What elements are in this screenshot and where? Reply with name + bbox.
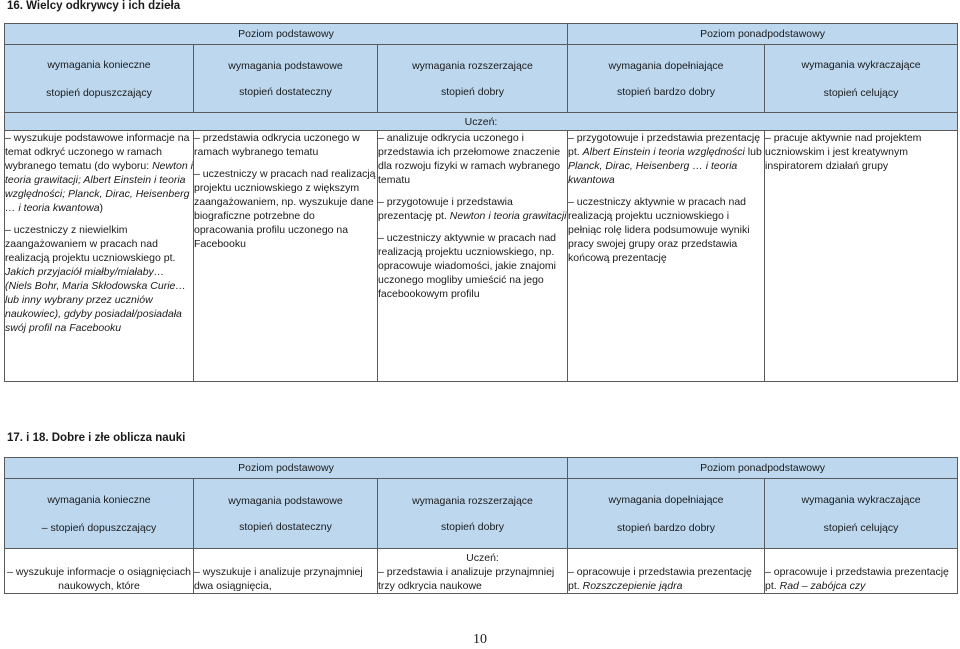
column-header: wymagania podstawowe stopień dostateczny (194, 479, 378, 549)
column-header: wymagania konieczne – stopień dopuszczający (5, 479, 194, 549)
requirement-cell-3: Uczeń: – przedstawia i analizuje przynajmniej trzy odkrycia naukowe (378, 549, 568, 594)
column-header: wymagania podstawowe stopień dostateczny (194, 45, 378, 113)
column-header: wymagania wykraczające stopień celujący (765, 45, 958, 113)
requirement-cell-2: – przedstawia odkrycia uczonego w ramach wybranego tematu – uczestniczy w pracach nad realizacją projektu uczniowskiego z większym zaangażowaniem, np. wyszukuje dane biograficzne potrzebne do opracowania profilu uczonego na Facebooku (194, 131, 378, 382)
requirement-cell-5: – pracuje aktywnie nad projektem uczniowskim i jest kreatywnym inspiratorem działań grupy (765, 131, 958, 382)
level-basic-header: Poziom podstawowy (5, 458, 568, 479)
column-header: wymagania wykraczające stopień celujący (765, 479, 958, 549)
level-basic-header: Poziom podstawowy (5, 24, 568, 45)
section-title: 16. Wielcy odkrywcy i ich dzieła (7, 0, 181, 12)
level-advanced-header: Poziom ponadpodstawowy (568, 458, 958, 479)
requirement-cell-4: – opracowuje i przedstawia prezentację pt. Rozszczepienie jądra (568, 549, 765, 594)
column-header: wymagania konieczne stopień dopuszczający (5, 45, 194, 113)
column-header: wymagania rozszerzające stopień dobry (378, 479, 568, 549)
section-title: 17. i 18. Dobre i złe oblicza nauki (7, 432, 186, 444)
column-header: wymagania rozszerzające stopień dobry (378, 45, 568, 113)
student-label: Uczeń: (466, 552, 499, 564)
level-advanced-header: Poziom ponadpodstawowy (568, 24, 958, 45)
requirement-cell-1: – wyszukuje informacje o osiągnięciach naukowych, które (5, 549, 194, 594)
requirements-table (4, 23, 958, 382)
requirement-cell-1: – wyszukuje podstawowe informacje na temat odkryć uczonego w ramach wybranego tematu (do wyboru: Newton i teoria grawitacji; Albert Einstein i teoria względności; Planck, Dirac, Heisenberg … i teoria kwantowa) – uczestniczy z niewielkim zaangażowaniem w pracach nad realizacją projektu uczniowskiego pt. Jakich przyjaciół miałby/miałaby… (Niels Bohr, Maria Skłodowska Curie… lub inny wybrany przez uczniów naukowiec), gdyby posiadał/posiadała swój profil na Facebooku (5, 131, 194, 382)
column-header: wymagania dopełniające stopień bardzo dobry (568, 45, 765, 113)
column-header: wymagania dopełniające stopień bardzo dobry (568, 479, 765, 549)
requirement-cell-5: – opracowuje i przedstawia prezentację pt. Rad – zabójca czy (765, 549, 958, 594)
requirement-cell-4: – przygotowuje i przedstawia prezentację pt. Albert Einstein i teoria względności lub Planck, Dirac, Heisenberg … i teoria kwantowa – uczestniczy aktywnie w pracach nad realizacją projektu uczniowskiego i pełniąc rolę lidera podsumowuje wyniki pracy swojej grupy oraz przedstawia końcową prezentację (568, 131, 765, 382)
requirement-cell-3: – analizuje odkrycia uczonego i przedstawia ich przełomowe znaczenie dla rozwoju fizyki w ramach wybranego tematu – przygotowuje i przedstawia prezentację pt. Newton i teoria grawitacji – uczestniczy aktywnie w pracach nad realizacją projektu uczniowskiego, np. opracowuje wiadomości, jakie znajomi uczonego mogliby umieścić na jego facebookowym profilu (378, 131, 568, 382)
requirements-table (4, 457, 958, 594)
requirement-cell-2: – wyszukuje i analizuje przynajmniej dwa osiągnięcia, (194, 549, 378, 594)
student-label: Uczeń: (5, 113, 958, 131)
page-number: 10 (473, 632, 487, 647)
